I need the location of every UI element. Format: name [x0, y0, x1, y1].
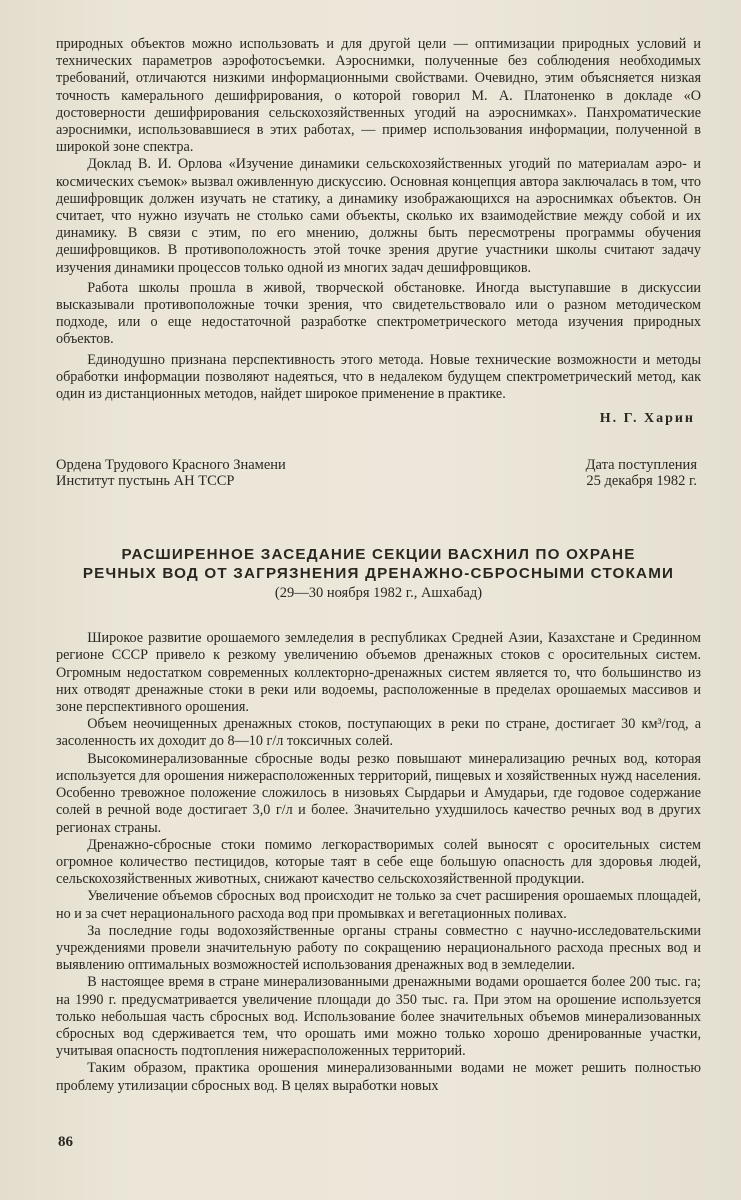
- section-body: [56, 630, 701, 1094]
- institution-line: Ордена Трудового Красного Знамени: [56, 457, 286, 474]
- paragraph: Высокоминерализованные сбросные воды резко повышают минерализацию речных вод, которая используется для орошения нижерасположенных территорий, пищевых и хозяйственных нужд населения. Особенно тревожное положение сложилось в низовьях Сырдарьи и Амударьи, где годовое содержание солей в речной воде достигает 3,0 г/л и более. Значительно ухудшилось качество речных вод в других регионах страны.: [56, 750, 701, 836]
- paragraph: Работа школы прошла в живой, творческой обстановке. Иногда выступавшие в дискуссии высказывали противоположные точки зрения, что свидетельствовало или о разном методическом подходе, или о еще недостаточной разработке спектрометрического метода изучения природных объектов.: [56, 279, 701, 348]
- institution: [56, 457, 286, 489]
- affiliation-block: [56, 457, 701, 489]
- paragraph: Объем неочищенных дренажных стоков, поступающих в реки по стране, достигает 30 км³/год, а засоленность их доходит до 8—10 г/л токсичных солей.: [56, 716, 701, 750]
- section-title: [56, 545, 701, 583]
- paragraph: природных объектов можно использовать и для другой цели — оптимизации природных условий и технических параметров аэрофотосъемки. Аэроснимки, полученные без соблюдения необходимых требований, отличаются низкими информационными свойствами. Очевидно, этим объясняется низкая точность камерального дешифрирования, о которой говорил М. А. Платоненко в докладе «О достоверности дешифрирования сельскохозяйственных угодий на аэроснимках». Панхроматические аэроснимки, использовавшиеся в этих работах, — пример использования информации, полученной в широкой зоне спектра.: [56, 36, 701, 156]
- paragraph: Широкое развитие орошаемого земледелия в республиках Средней Азии, Казахстане и Срединном регионе СССР привело к резкому увеличению объемов дренажных стоков с оросительных систем. Огромным недостатком современных коллекторно-дренажных систем является то, что большинство из них отводят дренажные стоки в реки или водоемы, расположенные в пределах орошаемых массивов и зоне перспективного орошения.: [56, 630, 701, 716]
- section-title-line: РЕЧНЫХ ВОД ОТ ЗАГРЯЗНЕНИЯ ДРЕНАЖНО-СБРОСНЫМИ СТОКАМИ: [82, 565, 675, 583]
- paragraph: Дренажно-сбросные стоки помимо легкорастворимых солей выносят с оросительных систем огромное количество пестицидов, которые таят в себе еще большую опасность для здоровья людей, сельскохозяйственных животных, снижают качество сельскохозяйственной продукции.: [56, 836, 701, 888]
- paragraph: Увеличение объемов сбросных вод происходит не только за счет расширения орошаемых площадей, но и за счет нерационального расхода вод при промывках и вегетационных поливах.: [56, 888, 701, 922]
- paragraph: Таким образом, практика орошения минерализованными водами не может решить полностью проблему утилизации сбросных вод. В целях выработки новых: [56, 1060, 701, 1094]
- author-signature: Н. Г. Харин: [599, 411, 695, 427]
- paragraph: За последние годы водохозяйственные органы страны совместно с научно-исследовательскими учреждениями провели значительную работу по сокращению нерационального расхода пресных вод и выявлению оптимальных возможностей использования дренажных вод в земледелии.: [56, 922, 701, 974]
- institution-line: Институт пустынь АН ТССР: [56, 473, 235, 490]
- paragraph: Единодушно признана перспективность этого метода. Новые технические возможности и методы обработки информации позволяют надеяться, что в недалеком будущем спектрометрический метод, как один из дистанционных методов, найдет широкое применение в практике.: [56, 351, 701, 403]
- received-date-value: 25 декабря 1982 г.: [586, 473, 697, 490]
- received-date-label: Дата поступления: [585, 457, 697, 474]
- top-article-continuation: [56, 36, 701, 403]
- paragraph: В настоящее время в стране минерализованными дренажными водами орошается более 200 тыс. га; на 1990 г. предусматривается увеличение площади до 350 тыс. га. При этом на орошение используется только небольшая часть сбросных вод. Использование более значительных объемов минерализованных сбросных вод сдерживается тем, что орошать ими можно только хорошо дренированные участки, учитывая опасность подтопления нижерасположенных территорий.: [56, 974, 701, 1060]
- page-number: 86: [58, 1134, 73, 1150]
- section-title-line: РАСШИРЕННОЕ ЗАСЕДАНИЕ СЕКЦИИ ВАСХНИЛ ПО ОХРАНЕ: [121, 546, 636, 564]
- received-date: [586, 457, 701, 489]
- section-subtitle: (29—30 ноября 1982 г., Ашхабад): [274, 585, 483, 602]
- paragraph: Доклад В. И. Орлова «Изучение динамики сельскохозяйственных угодий по материалам аэро- и космических съемок» вызвал оживленную дискуссию. Основная концепция автора заключалась в том, что дешифровщик должен изучать не статику, а динамику изображающихся на аэроснимках объектов. Он считает, что нужно изучать не столько сами объекты, сколько их взаимодействие между собой и их динамику. В связи с этим, по его мнению, должны быть пересмотрены программы обучения дешифровщиков. В противоположность этой точке зрения другие участники школы считают задачу изучения динамики процессов только одной из многих задач дешифровщиков.: [56, 156, 701, 276]
